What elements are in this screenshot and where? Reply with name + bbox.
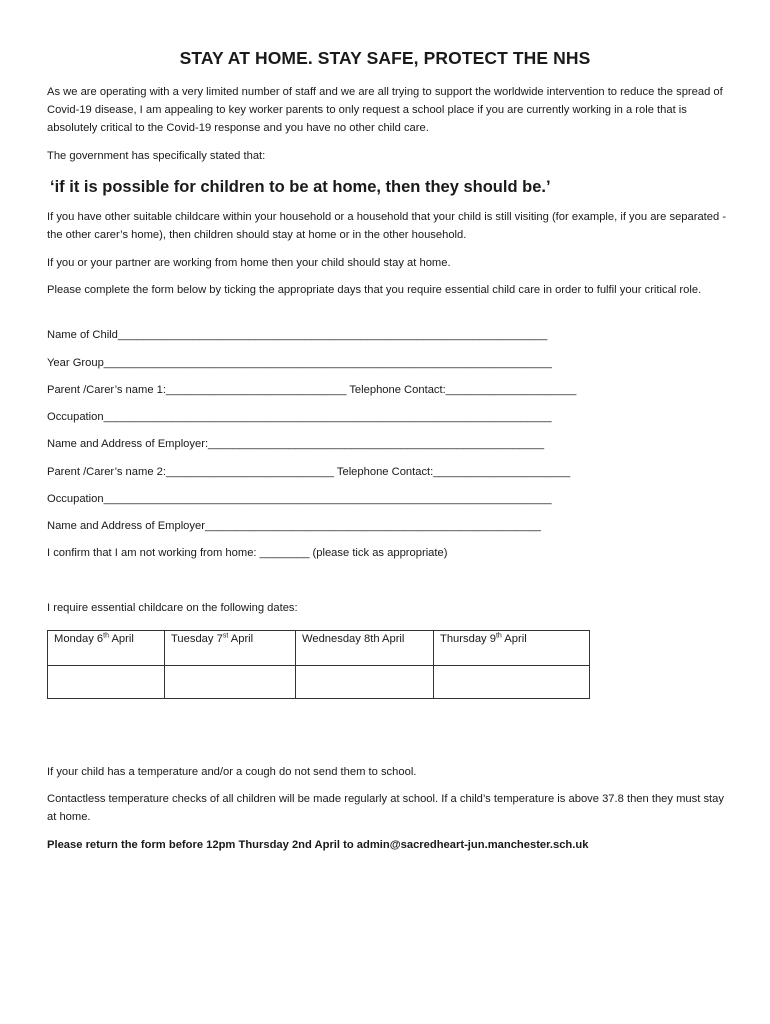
occupation2-field[interactable]: Occupation________________________________________________________________________ bbox=[47, 493, 552, 505]
return-instructions: Please return the form before 12pm Thursday 2nd April to admin@sacredheart-jun.manchester.sch.uk bbox=[47, 839, 589, 851]
confirm-not-working-field[interactable]: I confirm that I am not working from home: ________ (please tick as appropriate) bbox=[47, 547, 448, 559]
intro-paragraph: As we are operating with a very limited number of staff and we are all trying to support the worldwide intervention to reduce the spread of Covid-19 disease, I am appealing to key worker parents to only request a school place if you are currently working in a role that is absolutely critical to the Covid-19 response and you have no other child care. bbox=[47, 86, 723, 134]
employer1-field[interactable]: Name and Address of Employer:______________________________________________________ bbox=[47, 438, 545, 450]
tick-cell-wednesday[interactable] bbox=[296, 666, 434, 699]
government-statement-label: The government has specifically stated that: bbox=[47, 150, 266, 162]
tick-cell-tuesday[interactable] bbox=[165, 666, 296, 699]
employer2-field[interactable]: Name and Address of Employer______________________________________________________ bbox=[47, 520, 541, 532]
tick-cell-monday[interactable] bbox=[48, 666, 165, 699]
tick-cell-thursday[interactable] bbox=[434, 666, 590, 699]
parent2-field[interactable]: Parent /Carer’s name 2:___________________________ Telephone Contact:______________________ bbox=[47, 466, 571, 478]
page-title: STAY AT HOME. STAY SAFE, PROTECT THE NHS bbox=[179, 48, 591, 68]
partner-paragraph: If you or your partner are working from home then your child should stay at home. bbox=[47, 257, 451, 269]
complete-form-paragraph: Please complete the form below by ticking the appropriate days that you require essential child care in order to fulfil your critical role. bbox=[47, 284, 702, 296]
government-quote: ‘if it is possible for children to be at home, then they should be.’ bbox=[50, 178, 551, 196]
dates-intro: I require essential childcare on the following dates: bbox=[47, 602, 298, 614]
date-cell-thursday: Thursday 9th April bbox=[434, 631, 590, 666]
parent1-field[interactable]: Parent /Carer’s name 1:_____________________________ Telephone Contact:_____________________ bbox=[47, 384, 577, 396]
dates-table bbox=[47, 630, 590, 699]
date-cell-wednesday: Wednesday 8th April bbox=[296, 631, 434, 666]
year-group-field[interactable]: Year Group________________________________________________________________________ bbox=[47, 357, 552, 369]
childcare-paragraph: If you have other suitable childcare within your household or a household that your child is still visiting (for example, if you are separated - the other carer’s home), then children should stay at home or in the other household. bbox=[47, 211, 727, 241]
occupation1-field[interactable]: Occupation________________________________________________________________________ bbox=[47, 411, 552, 423]
tick-row bbox=[48, 666, 590, 699]
temperature-warning: If your child has a temperature and/or a cough do not send them to school. bbox=[47, 766, 417, 778]
temperature-checks-paragraph: Contactless temperature checks of all children will be made regularly at school. If a child’s temperature is above 37.8 then they must stay at home. bbox=[47, 793, 724, 823]
date-cell-tuesday: Tuesday 7st April bbox=[165, 631, 296, 666]
name-of-child-field[interactable]: Name of Child_____________________________________________________________________ bbox=[47, 329, 548, 341]
date-cell-monday: Monday 6th April bbox=[48, 631, 165, 666]
dates-header-row bbox=[48, 631, 590, 666]
